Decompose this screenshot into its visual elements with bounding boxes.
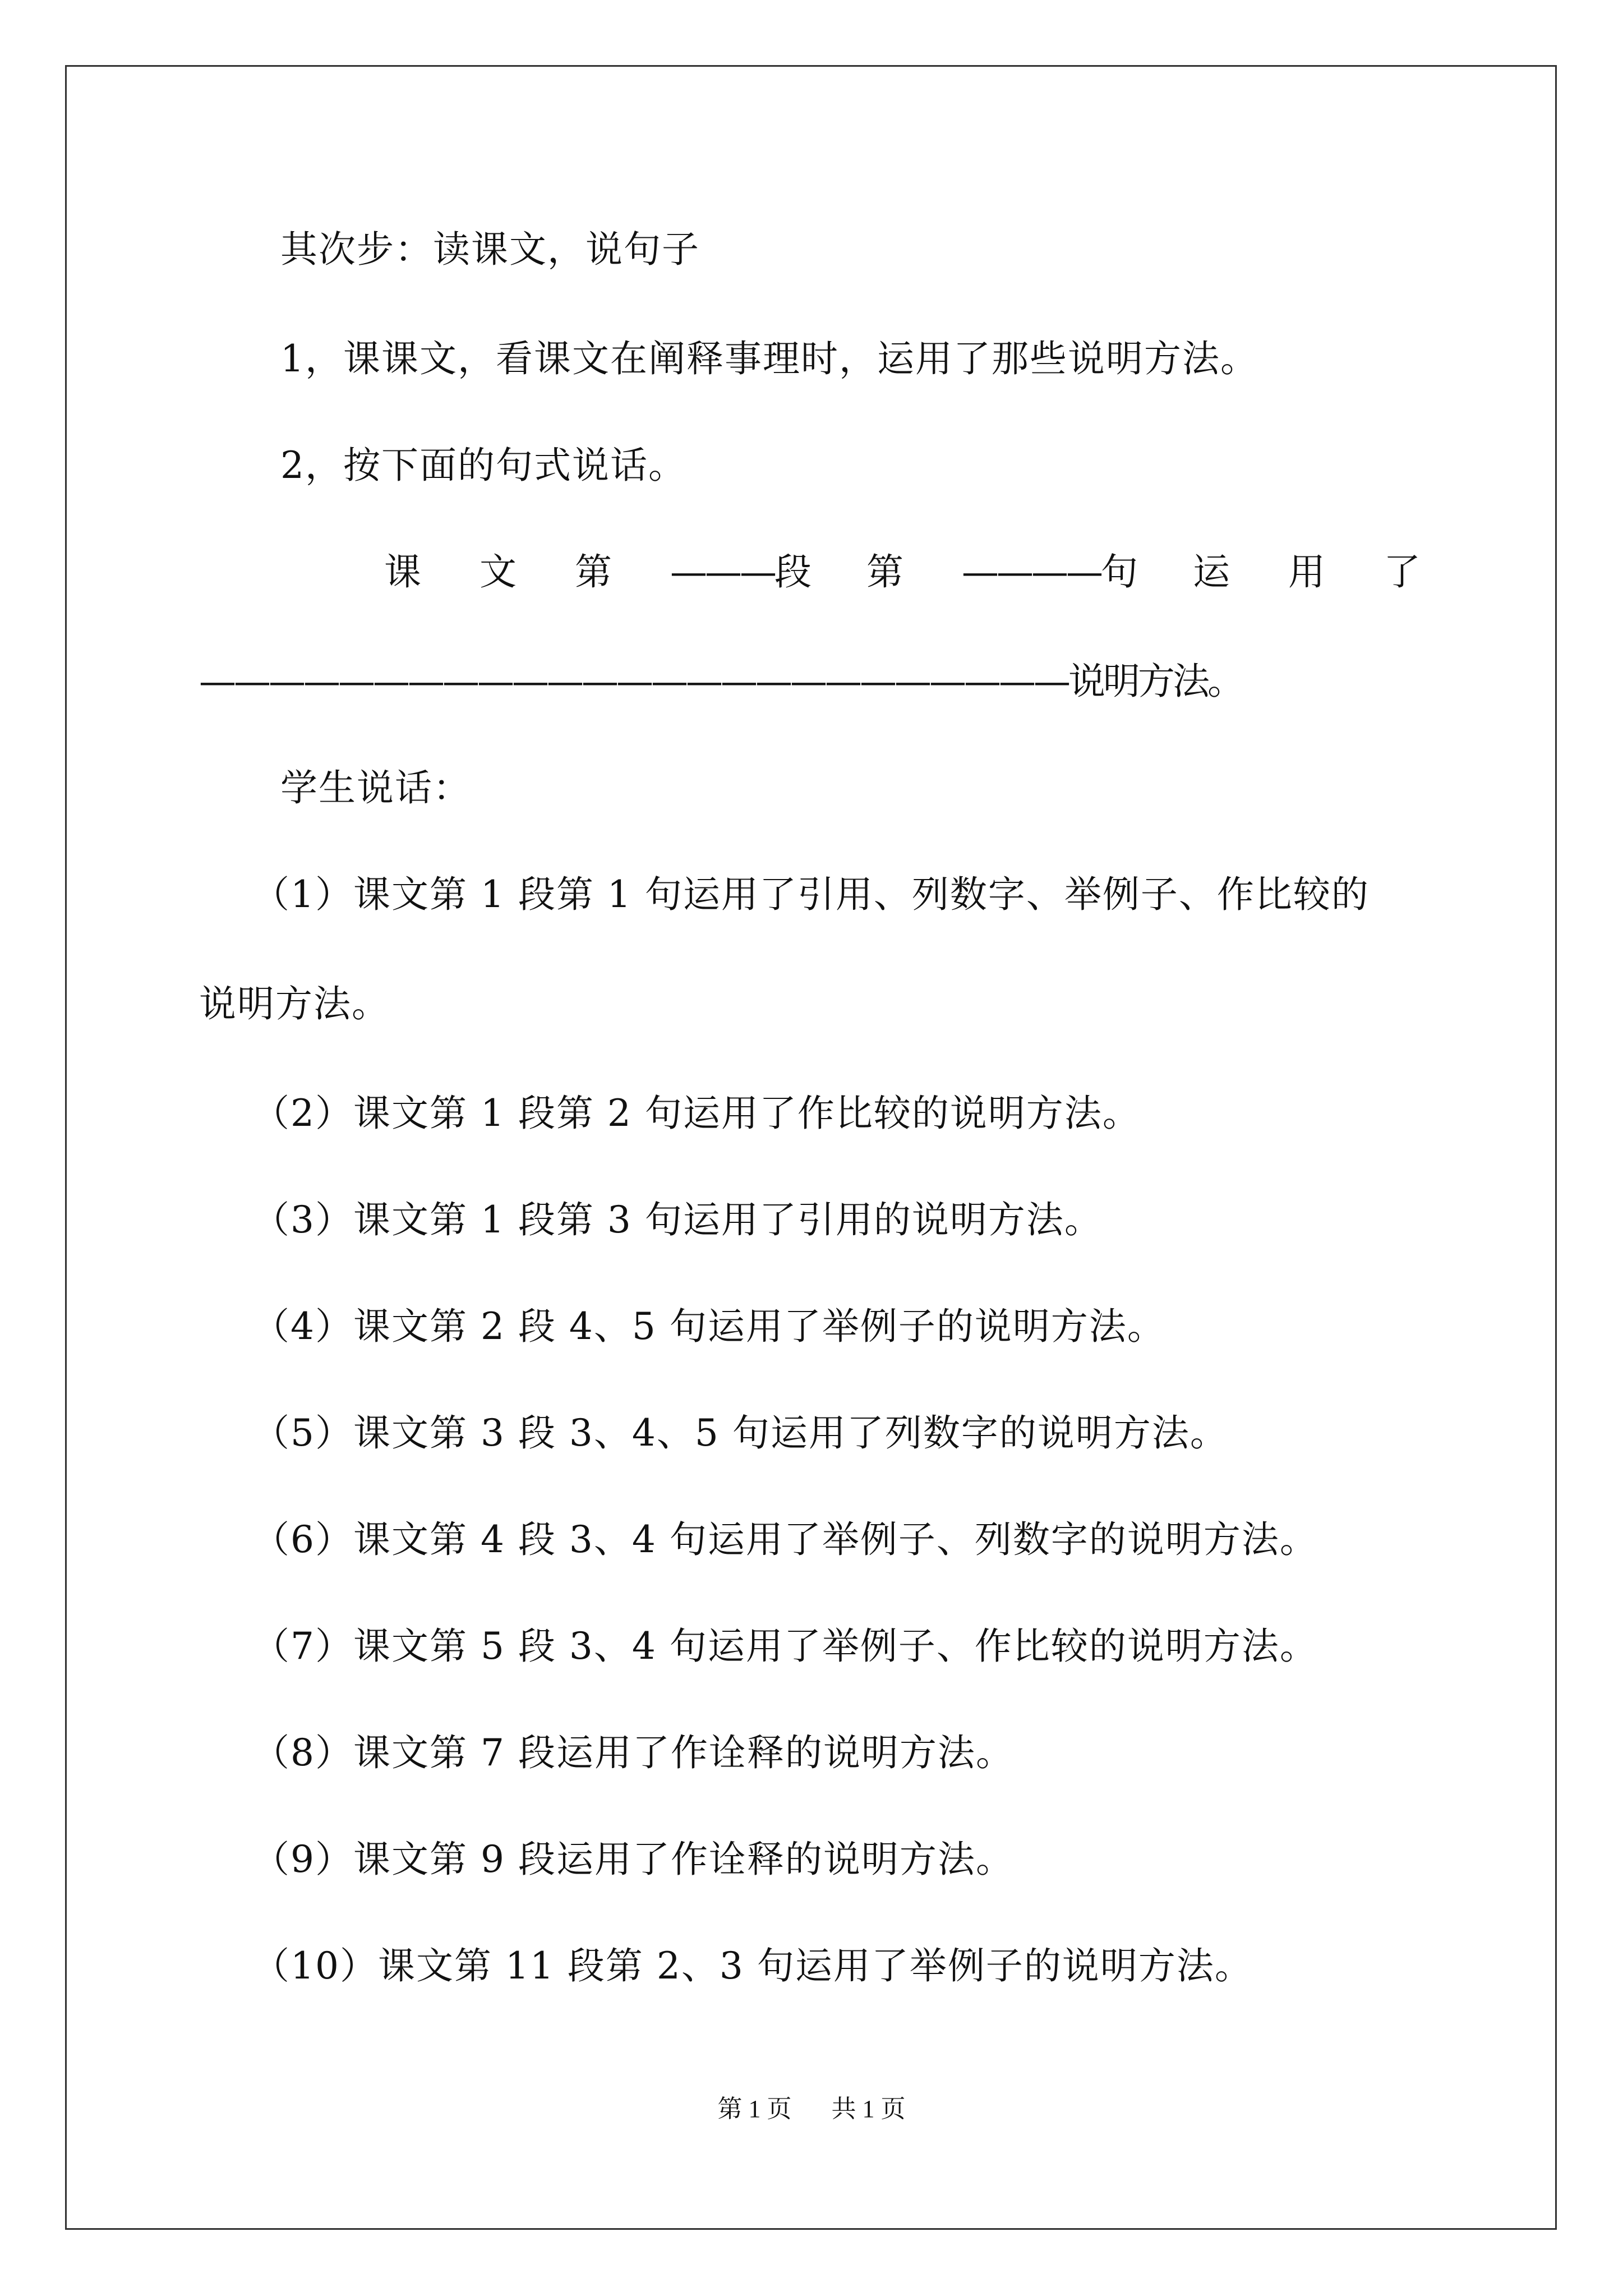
page-footer [0, 2092, 1623, 2126]
sentence-pattern-line-1 [199, 550, 1422, 595]
step-1: 1，课课文，看课文在阐释事理时，运用了那些说明方法。 [280, 337, 1258, 380]
answer-1: （1）课文第 1 段第 1 句运用了引用、列数字、举例子、作比较的 [252, 873, 1370, 916]
answer-9: （9）课文第 9 段运用了作诠释的说明方法。 [252, 1838, 1014, 1881]
page-number: 第 1 页 [717, 2095, 792, 2123]
section-heading: 其次步：读课文，说句子 [280, 228, 700, 271]
pattern-part: 用 [1288, 550, 1326, 593]
sentence-pattern-line-2: —————————————————————————说明方法。 [199, 660, 1242, 703]
pattern-part: 课 [384, 550, 422, 593]
answer-10: （10）课文第 11 段第 2、3 句运用了举例子的说明方法。 [252, 1944, 1253, 1987]
answer-7: （7）课文第 5 段 3、4 句运用了举例子、作比较的说明方法。 [252, 1625, 1318, 1668]
pattern-blank-paragraph: ———段 [670, 550, 809, 593]
answer-6: （6）课文第 4 段 3、4 句运用了举例子、列数字的说明方法。 [252, 1518, 1318, 1561]
pattern-part: 文 [479, 550, 518, 593]
answer-5: （5）课文第 3 段 3、4、5 句运用了列数字的说明方法。 [252, 1411, 1228, 1455]
students-label: 学生说话： [280, 766, 471, 809]
answer-1-continued: 说明方法。 [199, 982, 390, 1025]
pattern-part: 第 [575, 550, 613, 593]
pattern-part: 运 [1193, 550, 1231, 593]
pattern-part: 了 [1384, 550, 1422, 593]
answer-2: （2）课文第 1 段第 2 句运用了作比较的说明方法。 [252, 1092, 1141, 1135]
pattern-part: 第 [866, 550, 905, 593]
step-2: 2，按下面的句式说话。 [280, 444, 686, 487]
answer-8: （8）课文第 7 段运用了作诠释的说明方法。 [252, 1731, 1014, 1774]
page-total: 共 1 页 [831, 2095, 906, 2123]
pattern-blank-sentence: ————句 [962, 550, 1136, 593]
answer-3: （3）课文第 1 段第 3 句运用了引用的说明方法。 [252, 1198, 1103, 1241]
answer-4: （4）课文第 2 段 4、5 句运用了举例子的说明方法。 [252, 1305, 1165, 1348]
page-border [65, 65, 1557, 2230]
